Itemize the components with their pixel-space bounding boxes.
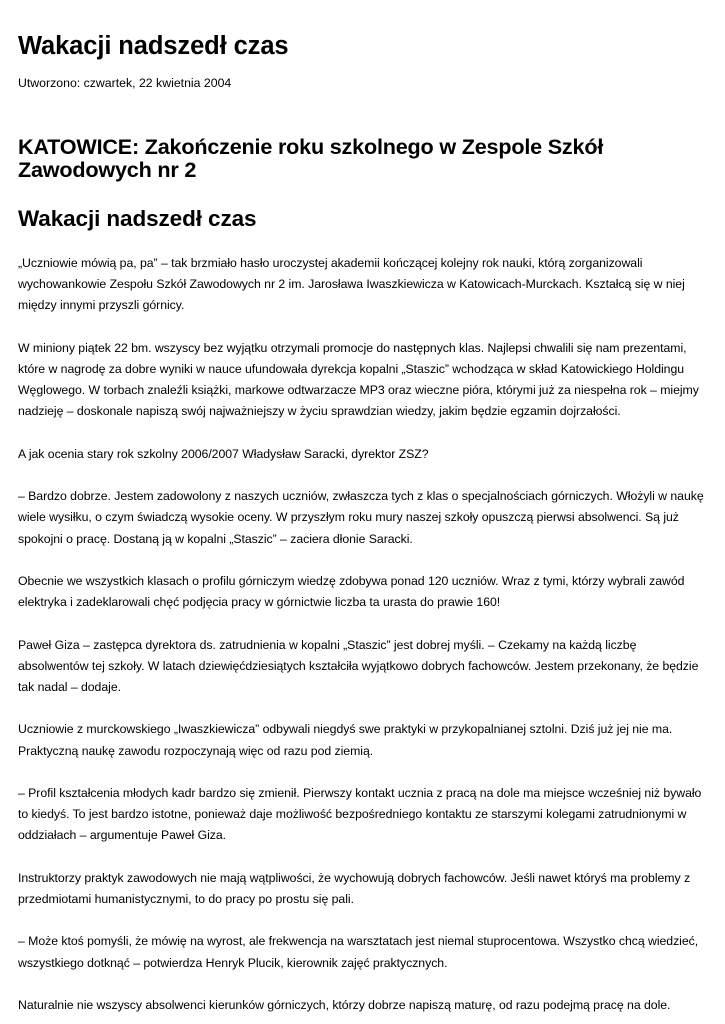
paragraph: Uczniowie z murckowskiego „Iwaszkiewicza” odbywali niegdyś swe praktyki w przykopalnianej sztolni. Dziś już jej nie ma. Praktyczną naukę zawodu rozpoczynają więc od razu pod ziemią.	[18, 722, 673, 758]
paragraph: Instruktorzy praktyk zawodowych nie mają wątpliwości, że wychowują dobrych fachowców. Jeśli nawet któryś ma problemy z przedmiotami humanistycznymi, to do pracy po prostu się pali.	[18, 870, 691, 906]
paragraph: – Może ktoś pomyśli, że mówię na wyrost, ale frekwencja na warsztatach jest niemal stuprocentowa. Wszystko chcą wiedzieć, wszystkiego dotknąć – potwierdza Henryk Plucik, kierownik zajęć praktycznych.	[18, 934, 699, 970]
paragraph: W miniony piątek 22 bm. wszyscy bez wyjątku otrzymali promocje do następnych klas. Najlepsi chwalili się nam prezentami, które w nagrodę za dobre wyniki w nauce ufundowała dyrekcja kopalni „Staszic” wchodząca w skład Katowickiego Holdingu Węglowego. W torbach znaleźli książki, markowe odtwarzacze MP3 oraz wieczne pióra, którymi już za niespełna rok – miejmy nadzieję – doskonale napiszą swój najważniejszy w życiu sprawdzian wiedzy, jakim będzie egzamin dojrzałości.	[18, 340, 699, 419]
paragraph: Naturalnie nie wszyscy absolwenci kierunków górniczych, którzy dobrze napiszą maturę, od razu podejmą pracę na dole.	[18, 997, 671, 1012]
created-date: Utworzono: czwartek, 22 kwietnia 2004	[18, 76, 232, 90]
paragraph: Obecnie we wszystkich klasach o profilu górniczym wiedzę zdobywa ponad 120 uczniów. Wraz z tymi, którzy wybrali zawód elektryka i zadeklarowali chęć podjęcia pracy w górnictwie liczba ta urasta do prawie 160!	[18, 573, 685, 610]
paragraph: – Bardzo dobrze. Jestem zadowolony z naszych uczniów, zwłaszcza tych z klas o specjalnościach górniczych. Włożyli w naukę wiele wysiłku, o czym świadczą wysokie oceny. W przyszłym roku mury naszej szkoły opuszczą pierwsi absolwenci. Są już spokojni o pracę. Dostaną ją w kopalni „Staszic” – zaciera dłonie Saracki.	[18, 489, 704, 546]
paragraph: Paweł Giza – zastępca dyrektora ds. zatrudnienia w kopalni „Staszic” jest dobrej myśli. – Czekamy na każdą liczbę absolwentów tej szkoły. W latach dziewięćdziesiątych kształciła wyjątkowo dobrych fachowców. Jestem przekonany, że będzie tak nadal – dodaje.	[18, 637, 699, 694]
paragraph: – Profil kształcenia młodych kadr bardzo się zmienił. Pierwszy kontakt ucznia z pracą na dole ma miejsce wcześniej niż bywało to kiedyś. To jest bardzo istotne, ponieważ daje możliwość bezpośredniego kontaktu ze starszymi kolegami zatrudnionymi w oddziałach – argumentuje Paweł Giza.	[18, 785, 702, 843]
paragraph: A jak ocenia stary rok szkolny 2006/2007 Władysław Saracki, dyrektor ZSZ?	[18, 446, 429, 461]
article-body	[18, 253, 707, 1016]
article-title: KATOWICE: Zakończenie roku szkolnego w Zespole Szkół Zawodowych nr 2	[18, 134, 604, 182]
page-title: Wakacji nadszedł czas	[18, 32, 289, 60]
article-subtitle: Wakacji nadszedł czas	[18, 206, 257, 231]
paragraph: „Uczniowie mówią pa, pa” – tak brzmiało hasło uroczystej akademii kończącej kolejny rok nauki, którą zorganizowali wychowankowie Zespołu Szkół Zawodowych nr 2 im. Jarosława Iwaszkiewicza w Katowicach-Murckach. Kształcą się w niej między innymi przyszli górnicy.	[18, 256, 685, 313]
